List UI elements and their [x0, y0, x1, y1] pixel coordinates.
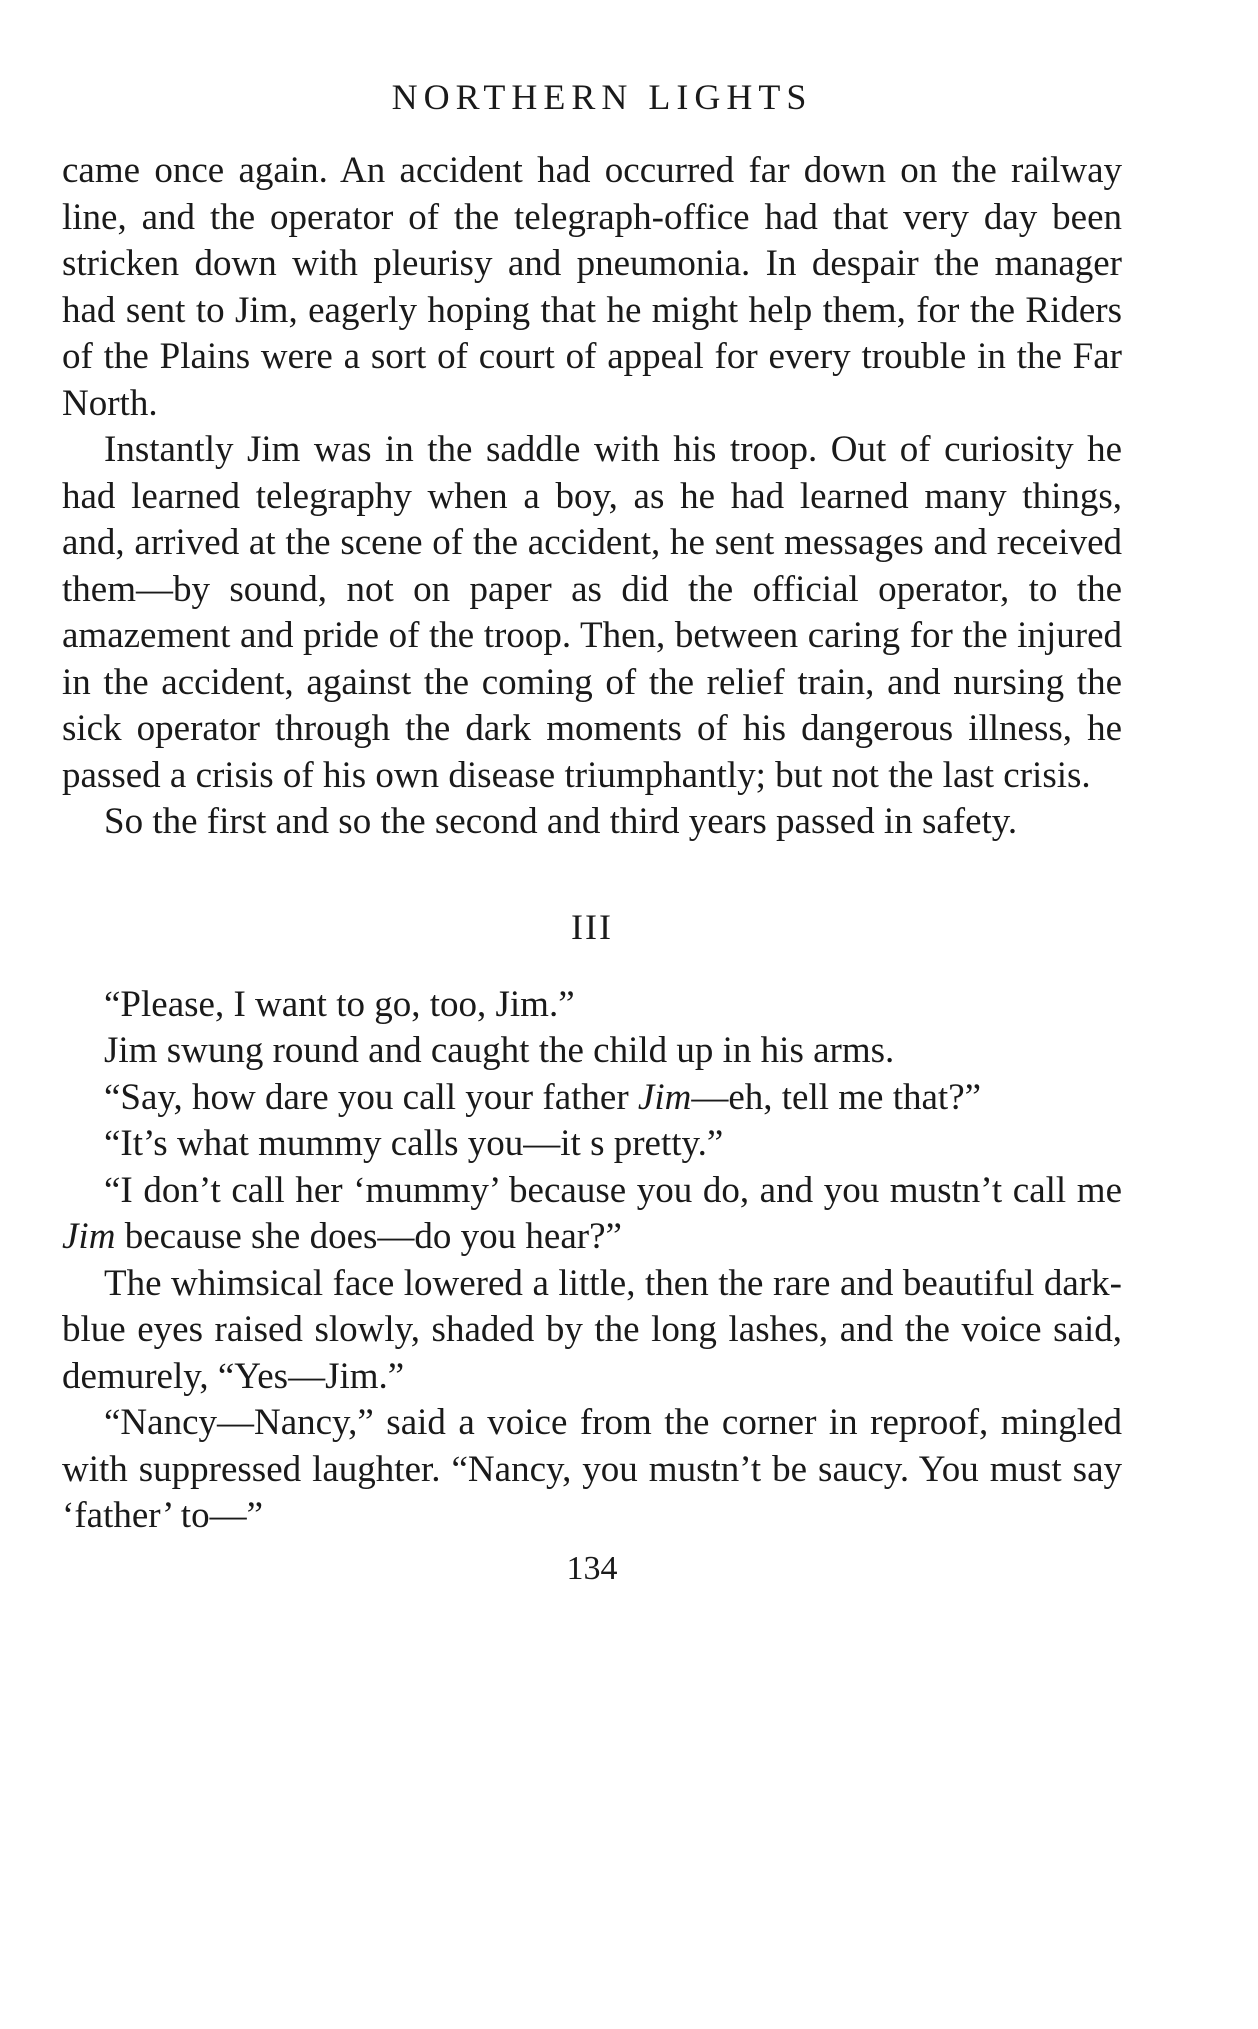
- italic-text: Jim: [637, 1076, 692, 1118]
- paragraph: “Nancy—Nancy,” said a voice from the corner in reproof, mingled with suppressed laughter. “Nancy, you mustn’t be saucy. You must say ‘father’ to—”: [62, 1402, 1122, 1536]
- paragraph: Instantly Jim was in the saddle with his troop. Out of curiosity he had learned telegraphy when a boy, as he had learned many things, and, arrived at the scene of the accident, he sent messages and received them—by sound, not on paper as did the official operator, to the amazement and pride of the troop. Then, between caring for the injured in the accident, against the coming of the relief train, and nursing the sick operator through the dark moments of his dangerous illness, he passed a crisis of his own disease triumphantly; but not the last crisis.: [62, 429, 1122, 796]
- paragraph: So the first and so the second and third years passed in safety.: [104, 801, 1018, 842]
- paragraph: came once again. An accident had occurred far down on the railway line, and the operator of the telegraph-office had that very day been stricken down with pleurisy and pneumonia. In despair the manager had sent to Jim, eagerly hoping that he might help them, for the Riders of the Plains were a sort of court of appeal for every trouble in the Far North.: [62, 150, 1122, 424]
- running-head: NORTHERN LIGHTS: [391, 77, 813, 117]
- paragraph: “Please, I want to go, too, Jim.”: [104, 983, 575, 1025]
- text-run: —eh, tell me that?”: [691, 1076, 982, 1118]
- italic-text: Jim: [62, 1216, 116, 1257]
- text-run: “I don’t call her ‘mummy’ because you do, and you mustn’t call me: [104, 1169, 1122, 1211]
- page-number: 134: [566, 1549, 618, 1587]
- section-heading: III: [571, 906, 613, 947]
- paragraph: Jim swung round and caught the child up in his arms.: [104, 1030, 895, 1071]
- text-run: because she does—do you hear?”: [115, 1216, 622, 1257]
- paragraph: The whimsical face lowered a little, then the rare and beautiful dark-blue eyes raised slowly, shaded by the long lashes, and the voice said, demurely, “Yes—Jim.”: [62, 1262, 1122, 1397]
- book-page: [62, 76, 1122, 1588]
- text-run: “Say, how dare you call your father: [104, 1076, 638, 1118]
- paragraph: [62, 1168, 1122, 1261]
- paragraph: [62, 1075, 1122, 1122]
- paragraph: “It’s what mummy calls you—it s pretty.”: [104, 1123, 724, 1164]
